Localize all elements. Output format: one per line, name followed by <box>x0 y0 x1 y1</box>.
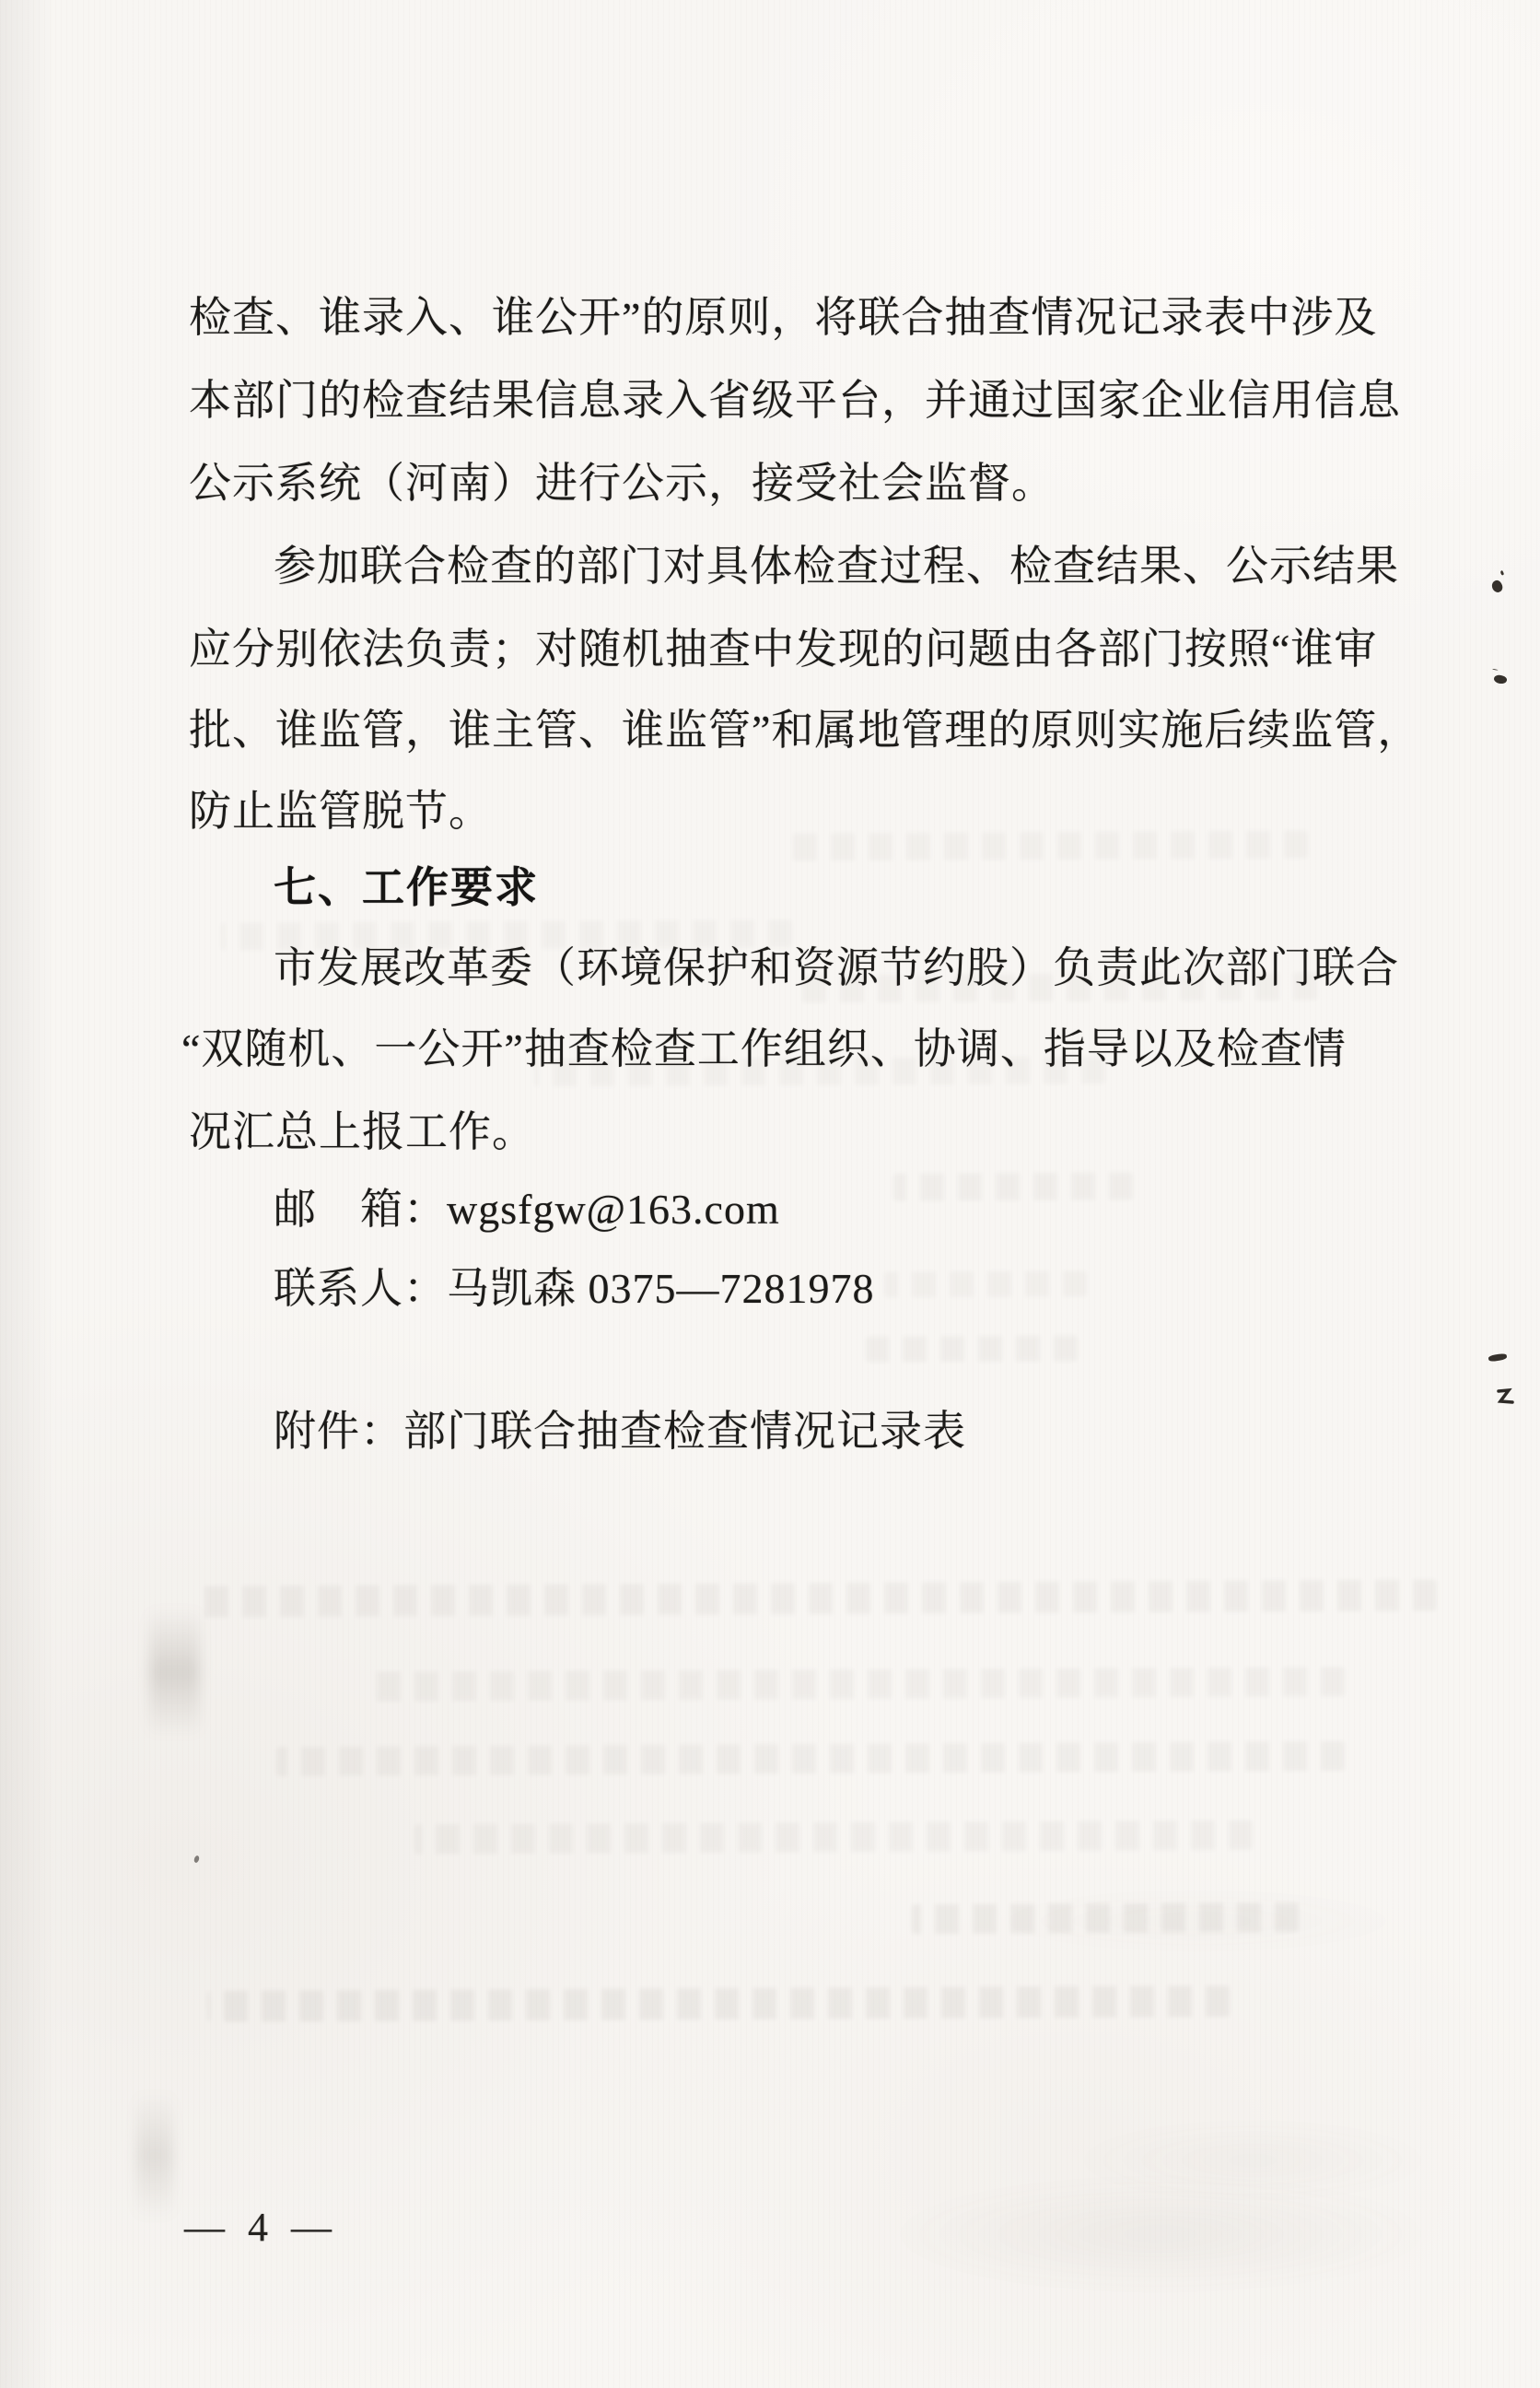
ink-speck <box>1493 673 1508 685</box>
contact-line: 联系人：马凯森 0375—7281978 <box>274 1265 875 1312</box>
body-line-2: 本部门的检查结果信息录入省级平台，并通过国家企业信用信息 <box>189 377 1401 424</box>
body-line-7: 防止监管脱节。 <box>189 788 492 835</box>
scan-smudge <box>967 1889 1428 1953</box>
bleed-through-text-row <box>414 1820 1253 1855</box>
bleed-through-text-row <box>792 831 1308 861</box>
scan-smudge <box>875 2174 1446 2294</box>
email-line: 邮 箱：wgsfgw@163.com <box>274 1186 780 1233</box>
body-line-1: 检查、谁录入、谁公开”的原则，将联合抽查情况记录表中涉及 <box>189 294 1378 341</box>
scan-smudge <box>1059 2119 1446 2202</box>
body-line-10: “双随机、一公开”抽查检查工作组织、协调、指导以及检查情 <box>181 1025 1347 1072</box>
bleed-through-text-row <box>893 1172 1133 1200</box>
page-number: — 4 — <box>184 2205 338 2250</box>
section-heading: 七、工作要求 <box>274 863 539 911</box>
body-line-5: 应分别依法负责；对随机抽查中发现的问题由各部门按照“谁审 <box>189 626 1378 673</box>
attachment-line: 附件：部门联合抽查检查情况记录表 <box>274 1408 966 1455</box>
body-line-6: 批、谁监管，谁主管、谁监管”和属地管理的原则实施后续监管， <box>189 707 1421 754</box>
body-line-9: 市发展改革委（环境保护和资源节约股）负责此次部门联合 <box>274 944 1399 991</box>
bleed-through-text-row <box>866 1335 1078 1362</box>
ink-squiggle <box>1496 1387 1516 1408</box>
bleed-through-text-row <box>884 1270 1087 1297</box>
body-line-3: 公示系统（河南）进行公示，接受社会监督。 <box>189 460 1055 507</box>
ink-speck <box>1488 1352 1508 1362</box>
bleed-through-text-row <box>368 1667 1345 1702</box>
bleed-through-text-row <box>207 1985 1230 2022</box>
ink-speck <box>193 1855 200 1863</box>
body-line-4: 参加联合检查的部门对具体检查过程、检查结果、公示结果 <box>274 543 1399 590</box>
ink-speck <box>1490 579 1504 593</box>
scan-smudge <box>136 2091 173 2220</box>
scan-smudge <box>149 1608 200 1737</box>
bleed-through-text-row <box>276 1741 1345 1776</box>
body-line-11: 况汇总上报工作。 <box>189 1108 535 1155</box>
bleed-through-text-row <box>912 1902 1299 1934</box>
bleed-through-text-row <box>193 1579 1437 1617</box>
